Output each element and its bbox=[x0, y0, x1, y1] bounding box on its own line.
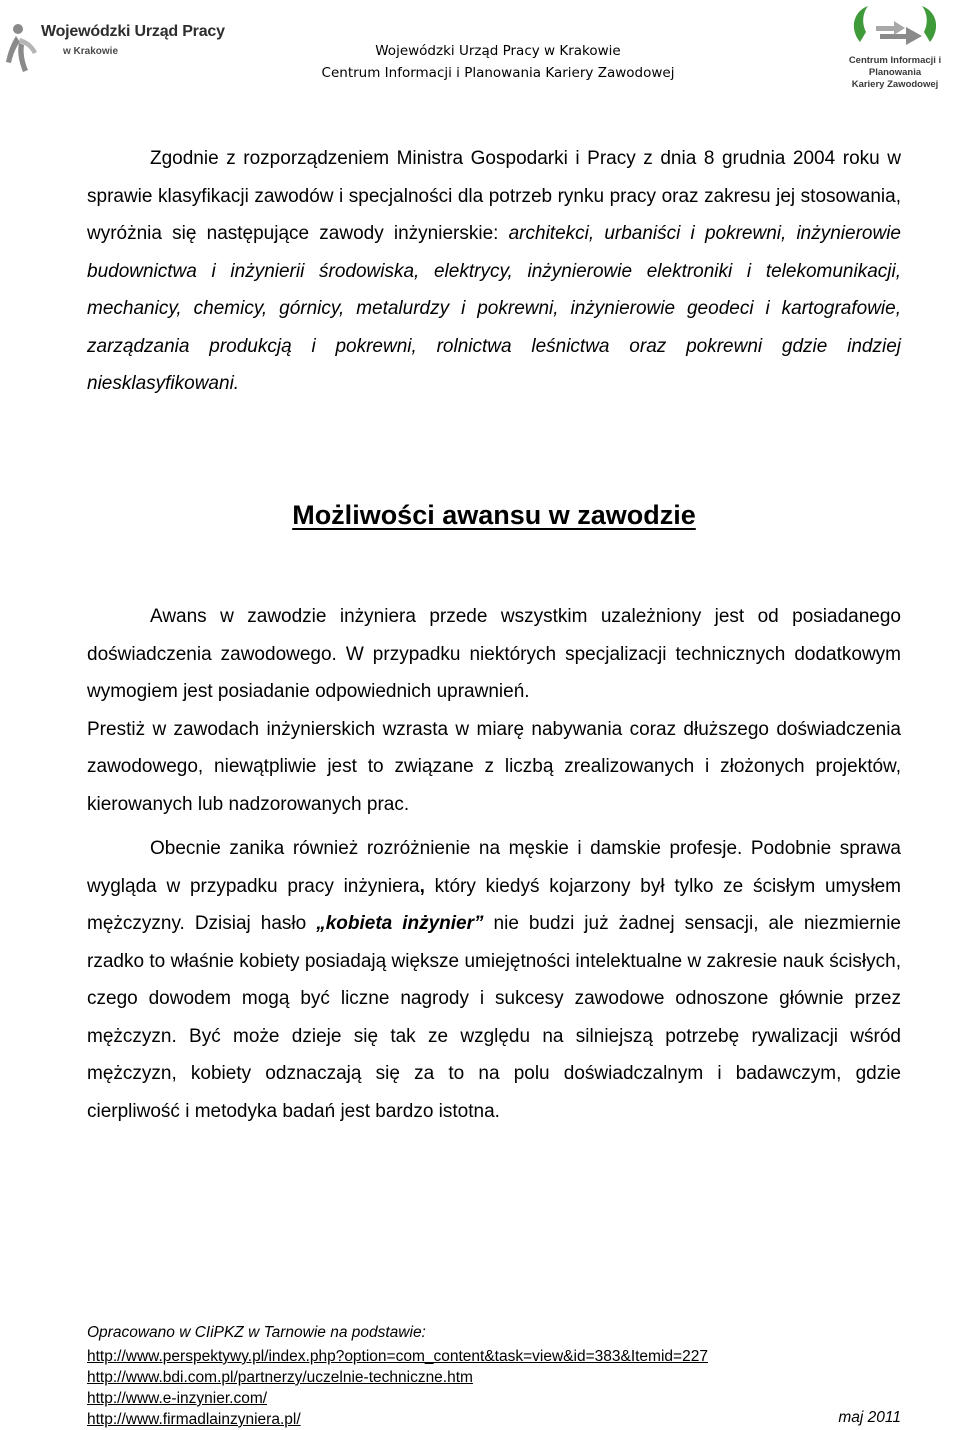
paragraph-gender-part1: Obecnie zanika również rozróżnienie na męskie i damskie profesje. Podobnie sprawa wygląda w przypadku pracy inżyniera bbox=[87, 838, 901, 897]
sources-title: Opracowano w CIiPKZ w Tarnowie na podstawie: bbox=[87, 1324, 426, 1341]
source-link-firmadlainzyniera[interactable]: http://www.firmadlainzyniera.pl/ bbox=[87, 1411, 301, 1428]
ciipkz-logo-text bbox=[832, 55, 958, 91]
paragraph-gender-comma: , bbox=[419, 875, 425, 897]
paragraph-promotion: Awans w zawodzie inżyniera przede wszystkim uzależniony jest od posiadanego doświadczenia zawodowego. W przypadku niektórych specjalizacji technicznych dodatkowym wymogiem jest posiadanie odpowiednich uprawnień. bbox=[87, 606, 901, 702]
intro-section bbox=[87, 140, 901, 403]
section-heading: Możliwości awansu w zawodzie bbox=[292, 500, 696, 530]
header-title-line1: Wojewódzki Urząd Pracy w Krakowie bbox=[375, 43, 621, 59]
paragraph-gender-part3: nie budzi już żadnej sensacji, ale niezmiernie rzadko to właśnie kobiety posiadają większe umiejętności intelektualne w zakresie nauk ścisłych, czego dowodem mogą być liczne nagrody i sukcesy zawodowe odnoszone głównie przez mężczyzn. Być może dzieje się tak ze względu na silniejszą potrzebę rywalizacji wśród mężczyzn, kobiety odznaczają się za to na polu doświadczalnym i badawczym, gdzie cierpliwość i metodyka badań jest bardzo istotna. bbox=[87, 913, 901, 1122]
intro-lead-text: Zgodnie z rozporządzeniem Ministra Gospodarki i Pracy z dnia 8 grudnia 2004 roku w sprawie klasyfikacji zawodów i specjalności dla potrzeb rynku pracy oraz zakresu jej stosowania, wyróżnia się następujące zawody inżynierskie: bbox=[87, 148, 901, 244]
source-link-perspektywy[interactable]: http://www.perspektywy.pl/index.php?option=com_content&task=view&id=383&Itemid=227 bbox=[87, 1348, 708, 1365]
engineering-professions-list: architekci, urbaniści i pokrewni, inżynierowie budownictwa i inżynierii środowiska, elektrycy, inżynierowie elektroniki i telekomunikacji, mechanicy, chemicy, górnicy, metalurdzy i pokrewni, inżynierowie geodeci i kartografowie, zarządzania produkcją i pokrewni, rolnictwa leśnictwa oraz pokrewni gdzie indziej niesklasyfikowani. bbox=[87, 223, 901, 394]
wup-logo bbox=[3, 18, 238, 78]
wup-person-icon bbox=[3, 18, 43, 78]
slogan-quote: „kobieta inżynier” bbox=[316, 913, 484, 934]
wup-logo-subtitle: w Krakowie bbox=[63, 46, 119, 57]
source-link-e-inzynier[interactable]: http://www.e-inzynier.com/ bbox=[87, 1390, 268, 1407]
page-footer bbox=[87, 1320, 901, 1430]
paragraph-gender bbox=[87, 830, 901, 1130]
career-section bbox=[87, 598, 901, 1130]
header-title-line2: Centrum Informacji i Planowania Kariery Zawodowej bbox=[321, 65, 675, 81]
document-date: maj 2011 bbox=[838, 1409, 901, 1426]
paragraph-gender-part2: który kiedyś kojarzony był tylko ze ścisłym umysłem mężczyzny. Dzisiaj hasło bbox=[87, 875, 901, 934]
sources-list bbox=[87, 1346, 901, 1430]
intro-paragraph bbox=[87, 140, 901, 403]
ciipkz-logo-line2: Kariery Zawodowej bbox=[851, 79, 939, 90]
ciipkz-arrows-icon bbox=[832, 2, 958, 54]
source-link-bdi[interactable]: http://www.bdi.com.pl/partnerzy/uczelnie-techniczne.htm bbox=[87, 1369, 473, 1386]
ciipkz-logo-line1: Centrum Informacji i Planowania bbox=[848, 55, 942, 78]
ciipkz-logo bbox=[832, 2, 958, 90]
wup-logo-name: Wojewódzki Urząd Pracy bbox=[41, 23, 225, 40]
page-header bbox=[0, 0, 960, 95]
header-title bbox=[300, 40, 696, 84]
paragraph-prestige: Prestiż w zawodach inżynierskich wzrasta w miarę nabywania coraz dłuższego doświadczenia zawodowego, niewątpliwie jest to związane z liczbą zrealizowanych i złożonych projektów, kierowanych lub nadzorowanych prac. bbox=[87, 718, 901, 815]
